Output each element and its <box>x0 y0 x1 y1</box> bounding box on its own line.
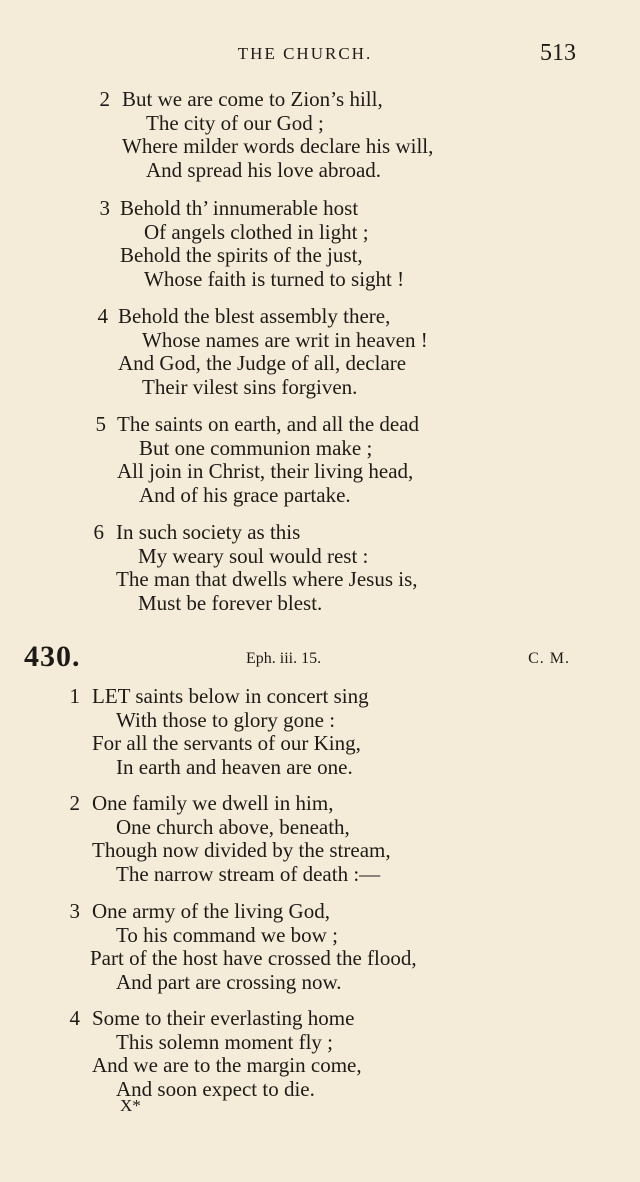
verse-line: Of angels clothed in light ; <box>144 219 369 244</box>
verse-line: And of his grace partake. <box>139 482 351 507</box>
verse-line: The city of our God ; <box>146 110 324 135</box>
stanza-prev-4 <box>0 305 640 399</box>
verse-line: Behold th’ innumerable host <box>120 196 359 220</box>
verse-line: My weary soul would rest : <box>138 543 369 568</box>
verse-line: And part are crossing now. <box>116 969 342 994</box>
verse-line: One church above, beneath, <box>116 814 350 839</box>
verse-line: And God, the Judge of all, declare <box>118 351 407 375</box>
verse-line: But one communion make ; <box>139 435 373 460</box>
stanza-number: 3 <box>69 899 80 923</box>
verse-line: Must be forever blest. <box>138 590 323 615</box>
stanza-number: 3 <box>99 196 110 220</box>
stanza-prev-2 <box>0 88 640 182</box>
verse-line: The man that dwells where Jesus is, <box>116 567 418 591</box>
verse-line: Where milder words declare his will, <box>122 134 434 158</box>
stanza-430-4 <box>0 1007 640 1101</box>
verse-line: And soon expect to die. <box>116 1076 315 1101</box>
scripture-reference: Eph. iii. 15. <box>246 650 322 667</box>
stanza-number: 4 <box>69 1006 80 1030</box>
stanza-number: 2 <box>99 87 110 111</box>
stanza-430-2 <box>0 792 640 886</box>
stanza-number: 2 <box>69 791 80 815</box>
verse-line: LET saints below in concert sing <box>92 684 369 708</box>
verse-line: One army of the living God, <box>92 899 330 923</box>
running-title: THE CHURCH. <box>237 44 373 63</box>
verse-line: And we are to the margin come, <box>92 1053 362 1077</box>
verse-line: Behold the spirits of the just, <box>120 243 363 267</box>
verse-line: This solemn moment fly ; <box>116 1029 333 1054</box>
stanza-prev-3 <box>0 197 640 291</box>
stanza-prev-6 <box>0 521 640 615</box>
verse-line: With those to glory gone : <box>116 707 336 732</box>
verse-line: Part of the host have crossed the flood, <box>90 946 417 970</box>
verse-line: In such society as this <box>116 520 301 544</box>
verse-line: In earth and heaven are one. <box>116 754 353 779</box>
stanza-number: 6 <box>93 520 104 544</box>
verse-line: Their vilest sins forgiven. <box>142 374 358 399</box>
verse-line: And spread his love abroad. <box>146 157 382 182</box>
verse-line: All join in Christ, their living head, <box>117 459 414 483</box>
verse-line: Whose faith is turned to sight ! <box>144 266 405 291</box>
stanza-430-1 <box>0 685 640 779</box>
stanza-number: 5 <box>95 412 106 436</box>
stanza-prev-5 <box>0 413 640 507</box>
stanza-number: 4 <box>97 304 108 328</box>
verse-line: Behold the blest assembly there, <box>118 304 391 328</box>
verse-line: But we are come to Zion’s hill, <box>122 87 383 111</box>
verse-line: To his command we bow ; <box>116 922 338 947</box>
page-number: 513 <box>540 40 576 66</box>
meter: C. M. <box>528 650 570 667</box>
verse-line: For all the servants of our King, <box>92 731 361 755</box>
hymn-number: 430. <box>24 640 81 673</box>
signature-mark: X* <box>120 1096 141 1115</box>
verse-line: The narrow stream of death :— <box>116 861 381 886</box>
stanza-430-3 <box>0 900 640 994</box>
verse-line: Whose names are writ in heaven ! <box>142 327 428 352</box>
stanza-number: 1 <box>69 684 80 708</box>
verse-line: The saints on earth, and all the dead <box>117 412 420 436</box>
verse-line: Some to their everlasting home <box>92 1006 355 1030</box>
verse-line: One family we dwell in him, <box>92 791 334 815</box>
verse-line: Though now divided by the stream, <box>92 838 391 862</box>
hymn-header <box>0 640 640 674</box>
